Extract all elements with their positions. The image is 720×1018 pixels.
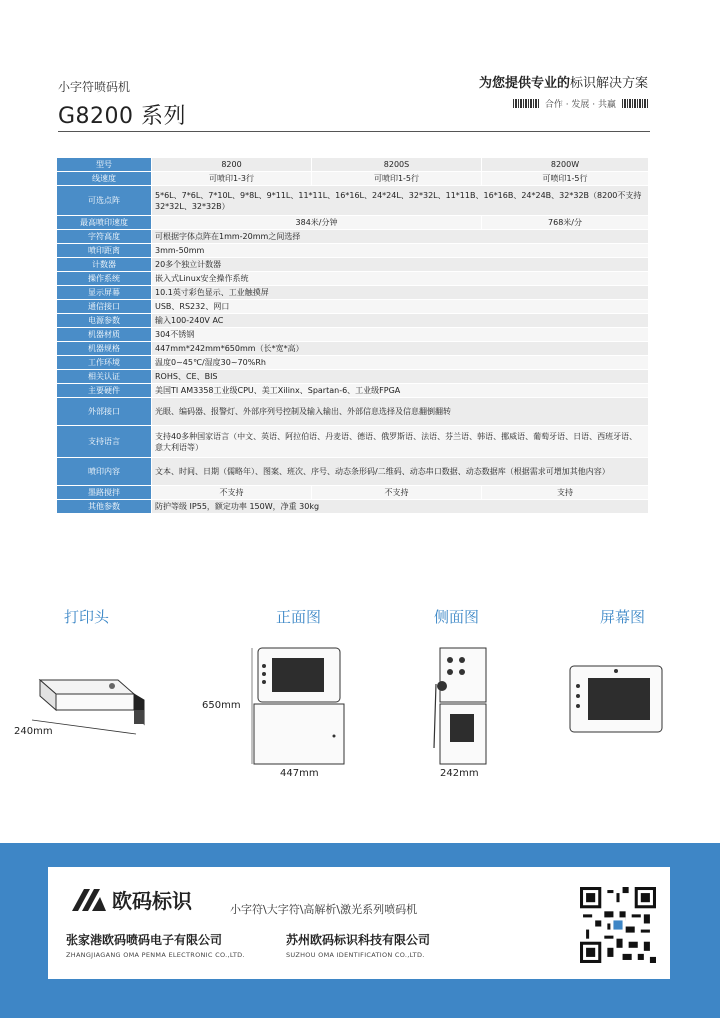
value-cell: 可喷印1-3行	[152, 172, 312, 186]
screen-view-title: 屏幕图	[600, 608, 646, 626]
slogan-bold: 为您提供专业的	[478, 76, 570, 91]
value-cell: 支持40多种国家语言（中文、英语、阿拉伯语、丹麦语、德语、俄罗斯语、法语、芬兰语、韩语、挪威语、葡萄牙语、日语、西班牙语、意大利语等）	[152, 426, 649, 458]
side-view-title: 侧面图	[434, 608, 480, 626]
product-views	[0, 600, 720, 800]
front-height-dimension: 650mm	[202, 700, 241, 711]
screen-view-drawing	[566, 662, 666, 736]
model-cell: 8200	[152, 158, 312, 172]
row-label: 主要硬件	[57, 384, 152, 398]
table-row	[57, 244, 649, 258]
footer	[0, 843, 720, 1018]
print-head-dimension: 240mm	[14, 726, 53, 737]
barcode-left-icon	[513, 99, 539, 108]
value-cell: 不支持	[152, 486, 312, 500]
table-row	[57, 370, 649, 384]
row-label: 通信接口	[57, 300, 152, 314]
front-view-drawing	[248, 644, 352, 768]
product-line: 小字符\大字符\高解析\激光系列喷码机	[230, 903, 418, 916]
table-row	[57, 314, 649, 328]
brand-logo-icon	[70, 887, 108, 913]
table-row	[57, 230, 649, 244]
value-cell: 温度0~45℃/湿度30~70%Rh	[152, 356, 649, 370]
qr-code-icon	[580, 887, 656, 963]
table-row	[57, 356, 649, 370]
table-row	[57, 286, 649, 300]
row-label: 工作环境	[57, 356, 152, 370]
row-label: 字符高度	[57, 230, 152, 244]
front-view-title: 正面图	[276, 608, 322, 626]
print-head-title: 打印头	[64, 608, 110, 626]
simple-rows	[57, 230, 649, 398]
product-subtitle: 小字符喷码机	[58, 80, 131, 94]
row-label: 电源参数	[57, 314, 152, 328]
value-cell: 可根据字体点阵在1mm-20mm之间选择	[152, 230, 649, 244]
row-label: 机器材质	[57, 328, 152, 342]
row-label: 可选点阵	[57, 186, 152, 216]
company-2	[286, 931, 430, 959]
header-right	[479, 72, 648, 110]
value-cell: 支持	[482, 486, 649, 500]
brand-name: 欧码标识	[112, 889, 192, 913]
table-row	[57, 500, 649, 514]
value-cell: 768米/分	[482, 216, 649, 230]
row-label: 型号	[57, 158, 152, 172]
value-cell: 文本、时间、日期（儒略年）、图案、班次、序号、动态条形码/二维码、动态串口数据、动态数据库（根据需求可增加其他内容）	[152, 458, 649, 486]
value-cell: 不支持	[312, 486, 482, 500]
table-row	[57, 426, 649, 458]
header-left	[58, 78, 186, 130]
value-cell: 可喷印1-5行	[482, 172, 649, 186]
value-cell: 美国TI AM3358工业级CPU、美工Xilinx、Spartan-6、工业级FPGA	[152, 384, 649, 398]
tagline: 合作 · 发展 · 共赢	[544, 100, 616, 110]
company-1-cn: 张家港欧码喷码电子有限公司	[66, 933, 223, 947]
table-row	[57, 258, 649, 272]
table-row	[57, 342, 649, 356]
slogan	[479, 72, 648, 91]
table-row	[57, 486, 649, 500]
side-view-drawing	[428, 644, 498, 768]
table-row	[57, 272, 649, 286]
model-cell: 8200S	[312, 158, 482, 172]
footer-card	[48, 867, 670, 979]
row-label: 支持语言	[57, 426, 152, 458]
row-label: 显示屏幕	[57, 286, 152, 300]
row-label: 墨路搅拌	[57, 486, 152, 500]
company-1	[66, 931, 245, 959]
table-row	[57, 172, 649, 186]
table-row	[57, 158, 649, 172]
header-divider	[58, 131, 650, 132]
company-2-en: SUZHOU OMA IDENTIFICATION CO.,LTD.	[286, 951, 425, 959]
value-cell: 光眼、编码器、报警灯、外部序列号控制及输入输出、外部信息选择及信息翻倒翻转	[152, 398, 649, 426]
row-label: 操作系统	[57, 272, 152, 286]
side-dimension: 242mm	[440, 768, 479, 779]
company-1-en: ZHANGJIAGANG OMA PENMA ELECTRONIC CO.,LTD.	[66, 951, 245, 959]
table-row	[57, 300, 649, 314]
value-cell: 10.1英寸彩色显示、工业触摸屏	[152, 286, 649, 300]
slogan-rest: 标识解决方案	[569, 76, 648, 91]
spec-table	[56, 157, 649, 514]
row-label: 喷印距离	[57, 244, 152, 258]
value-cell: 防护等级 IP55，额定功率 150W，净重 30kg	[152, 500, 649, 514]
value-cell: 20多个独立计数器	[152, 258, 649, 272]
value-cell: 可喷印1-5行	[312, 172, 482, 186]
row-label: 最高喷印速度	[57, 216, 152, 230]
tagline-row	[479, 97, 648, 110]
value-cell: 384米/分钟	[152, 216, 482, 230]
value-cell: 5*6L、7*6L、7*10L、9*8L、9*11L、11*11L、16*16L、24*24L、32*32L、11*11B、16*16B、24*24B、32*32B（8200不支持32*32L、32*32B）	[152, 186, 649, 216]
model-cell: 8200W	[482, 158, 649, 172]
row-label: 线速度	[57, 172, 152, 186]
value-cell: ROHS、CE、BIS	[152, 370, 649, 384]
value-cell: 3mm-50mm	[152, 244, 649, 258]
value-cell: 输入100-240V AC	[152, 314, 649, 328]
table-row	[57, 186, 649, 216]
value-cell: 304不锈钢	[152, 328, 649, 342]
brand	[70, 885, 192, 914]
row-label: 机器规格	[57, 342, 152, 356]
value-cell: 嵌入式Linux安全操作系统	[152, 272, 649, 286]
value-cell: USB、RS232、网口	[152, 300, 649, 314]
table-row	[57, 328, 649, 342]
row-label: 相关认证	[57, 370, 152, 384]
row-label: 其他参数	[57, 500, 152, 514]
table-row	[57, 216, 649, 230]
barcode-right-icon	[622, 99, 648, 108]
product-title: G8200 系列	[58, 104, 187, 129]
table-row	[57, 458, 649, 486]
value-cell: 447mm*242mm*650mm（长*宽*高）	[152, 342, 649, 356]
row-label: 计数器	[57, 258, 152, 272]
company-2-cn: 苏州欧码标识科技有限公司	[286, 933, 431, 947]
front-width-dimension: 447mm	[280, 768, 319, 779]
table-row	[57, 384, 649, 398]
table-row	[57, 398, 649, 426]
row-label: 外部接口	[57, 398, 152, 426]
row-label: 喷印内容	[57, 458, 152, 486]
